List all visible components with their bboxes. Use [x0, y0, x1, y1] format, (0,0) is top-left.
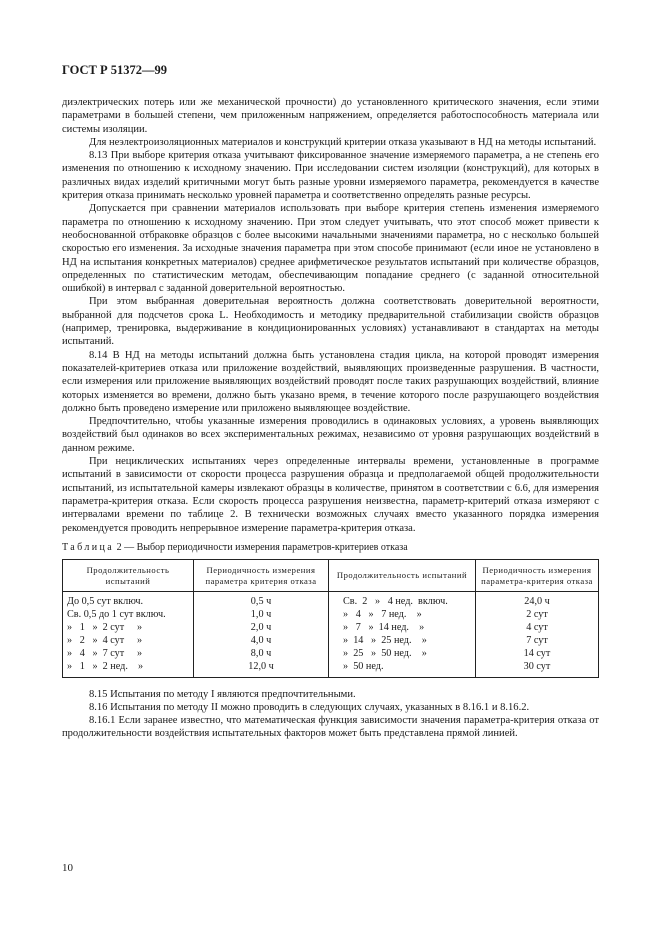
measurement-period-table	[62, 559, 599, 677]
table-line: 4 сут	[526, 621, 548, 633]
table-caption-text: 2 — Выбор периодичности измерения параметров-критериев отказа	[116, 541, 408, 553]
table-line: » 7 » 14 нед. »	[343, 621, 425, 633]
page-number: 10	[62, 862, 73, 874]
table-line: 30 сут	[523, 660, 551, 672]
paragraph: При нециклических испытаниях через определенные интервалы времени, установленные в программе испытаний в зависимости от скорости процесса разрушения образца и предполагаемой общей продолжительности испытаний, из испытательной камеры извлекают образцы в количестве, принятом в соответствии с 6.6, для измерения параметра-критерия отказа. Если скорость процесса разрушения неизвестна, параметр-критерий отказа измеряют с интервалами времени по таблице 2. В технически возможных случаях вместо указанного порядка измерения рекомендуется проводить непрерывное измерение параметра-критерия отказа.	[62, 456, 599, 534]
table-line: 2 сут	[526, 609, 548, 620]
paragraph: 8.13 При выборе критерия отказа учитывают фиксированное значение измеряемого параметра, а не степень его изменения по отношению к исходному значению. При исследовании систем изоляции (конструкций), для которых в различных видах изделий критичными могут быть разные уровни измеряемого параметра, рекомендуется в качестве критерия отказа принимать несколько уровней параметра и соответственно определять разные ресурсы.	[62, 150, 599, 202]
table-line: Св. 0,5 до 1 сут включ.	[67, 609, 166, 620]
paragraphs-before-table	[62, 96, 599, 535]
paragraph: 8.15 Испытания по методу I являются предпочтительными.	[89, 688, 356, 700]
paragraph: диэлектрических потерь или же механической прочности) до установленного критического значения, если этими параметрами в большей степени, чем приложенным напряжением, определяется работоспособность материала или системы изоляции.	[62, 97, 599, 135]
table-line: » 1 » 2 сут »	[67, 621, 143, 633]
table-line: 8,0 ч	[250, 647, 272, 659]
paragraph: 8.14 В НД на методы испытаний должна быть установлена стадия цикла, на которой проводят измерения показателей-критериев отказа или приложение воздействий, выявляющих произведенные разрушения. В частности, если измерения или приложение выявляющих воздействий проводят после таких разрушающих воздействий, влияние которых изменяется во времени, должно быть указано время, в течение которого после разрушающего воздействия должно быть проведено измерение или приложено выявляющее воздействие.	[62, 349, 599, 414]
table-line: » 14 » 25 нед. »	[343, 634, 427, 646]
table-line: 14 сут	[523, 647, 551, 659]
paragraph: Предпочтительно, чтобы указанные измерения проводились в одинаковых условиях, а уровень выявляющих воздействий был одинаков во всех экспериментальных режимах, независимо от уровня разрушающих воздействий в данном режиме.	[62, 416, 599, 454]
table-line: 4,0 ч	[250, 634, 272, 646]
table-line: 12,0 ч	[248, 660, 274, 672]
table-caption	[62, 541, 599, 554]
table-line: » 50 нед.	[343, 660, 384, 672]
table-line: » 1 » 2 нед. »	[67, 660, 144, 672]
table-line: 0,5 ч	[250, 596, 272, 608]
paragraph: При этом выбранная доверительная вероятность должна соответствовать доверительной вероятности, выбранной для подсчетов срока L. Необходимость и методику предварительной стабилизации свойств образцов (например, тренировка, выдерживание в кондиционированных условиях) устанавливают в стандартах на методы испытаний.	[62, 296, 599, 348]
table-line: » 25 » 50 нед. »	[343, 647, 427, 659]
table-line: До 0,5 сут включ.	[67, 596, 144, 608]
table-line: 1,0 ч	[250, 609, 272, 620]
table-line: » 4 » 7 нед. »	[343, 609, 422, 620]
table-header-period-1: Периодичность измерения параметра критерия отказа	[194, 560, 329, 592]
paragraph: 8.16 Испытания по методу II можно проводить в следующих случаях, указанных в 8.16.1 и 8.16.2.	[89, 701, 530, 713]
paragraph: 8.16.1 Если заранее известно, что математическая функция зависимости значения параметра-критерия отказа от продолжительности воздействия испытательных факторов может быть представлена прямой линией.	[62, 715, 599, 740]
table-line: » 4 » 7 сут »	[67, 647, 143, 659]
table-caption-label: Таблица	[62, 541, 115, 553]
table-cell-duration-1	[63, 592, 194, 677]
table-header-period-2: Периодичность измерения параметра-критерия отказа	[476, 560, 599, 592]
table-header-duration-1: Продолжительность испытаний	[63, 560, 194, 592]
table-header-duration-2: Продолжительность испытаний	[329, 560, 476, 592]
table-cell-duration-2	[329, 592, 476, 677]
paragraph: Допускается при сравнении материалов использовать при выборе критерия степень изменения измеряемого параметра по отношению к исходному значению. При этом следует учитывать, что этот способ может привести к необоснованной отбраковке образцов с более высокими начальными значениями параметра, но с несколько большей скоростью его изменения. За исходные значения параметра при этом способе принимают (если иное не установлено в НД на испытания конкретных материалов) среднее арифметическое результатов испытаний при количестве образцов, определенных по статистическим методам, обеспечивающим попадание среднего (с заданной относительной ошибкой) в интервал с заданной доверительной вероятностью.	[62, 203, 599, 295]
paragraph: Для неэлектроизоляционных материалов и конструкций критерии отказа указывают в НД на методы испытаний.	[89, 136, 597, 148]
table-cell-period-2	[476, 592, 599, 677]
page-content	[62, 96, 599, 741]
document-header: ГОСТ Р 51372—99	[62, 63, 168, 77]
table-line: 24,0 ч	[524, 596, 550, 608]
table-line: » 2 » 4 сут »	[67, 634, 143, 646]
table-line: Св. 2 » 4 нед. включ.	[343, 596, 448, 608]
table-line: 7 сут	[526, 634, 548, 646]
table-cell-period-1	[194, 592, 329, 677]
table-line: 2,0 ч	[250, 621, 272, 633]
paragraphs-after-table	[62, 688, 599, 741]
